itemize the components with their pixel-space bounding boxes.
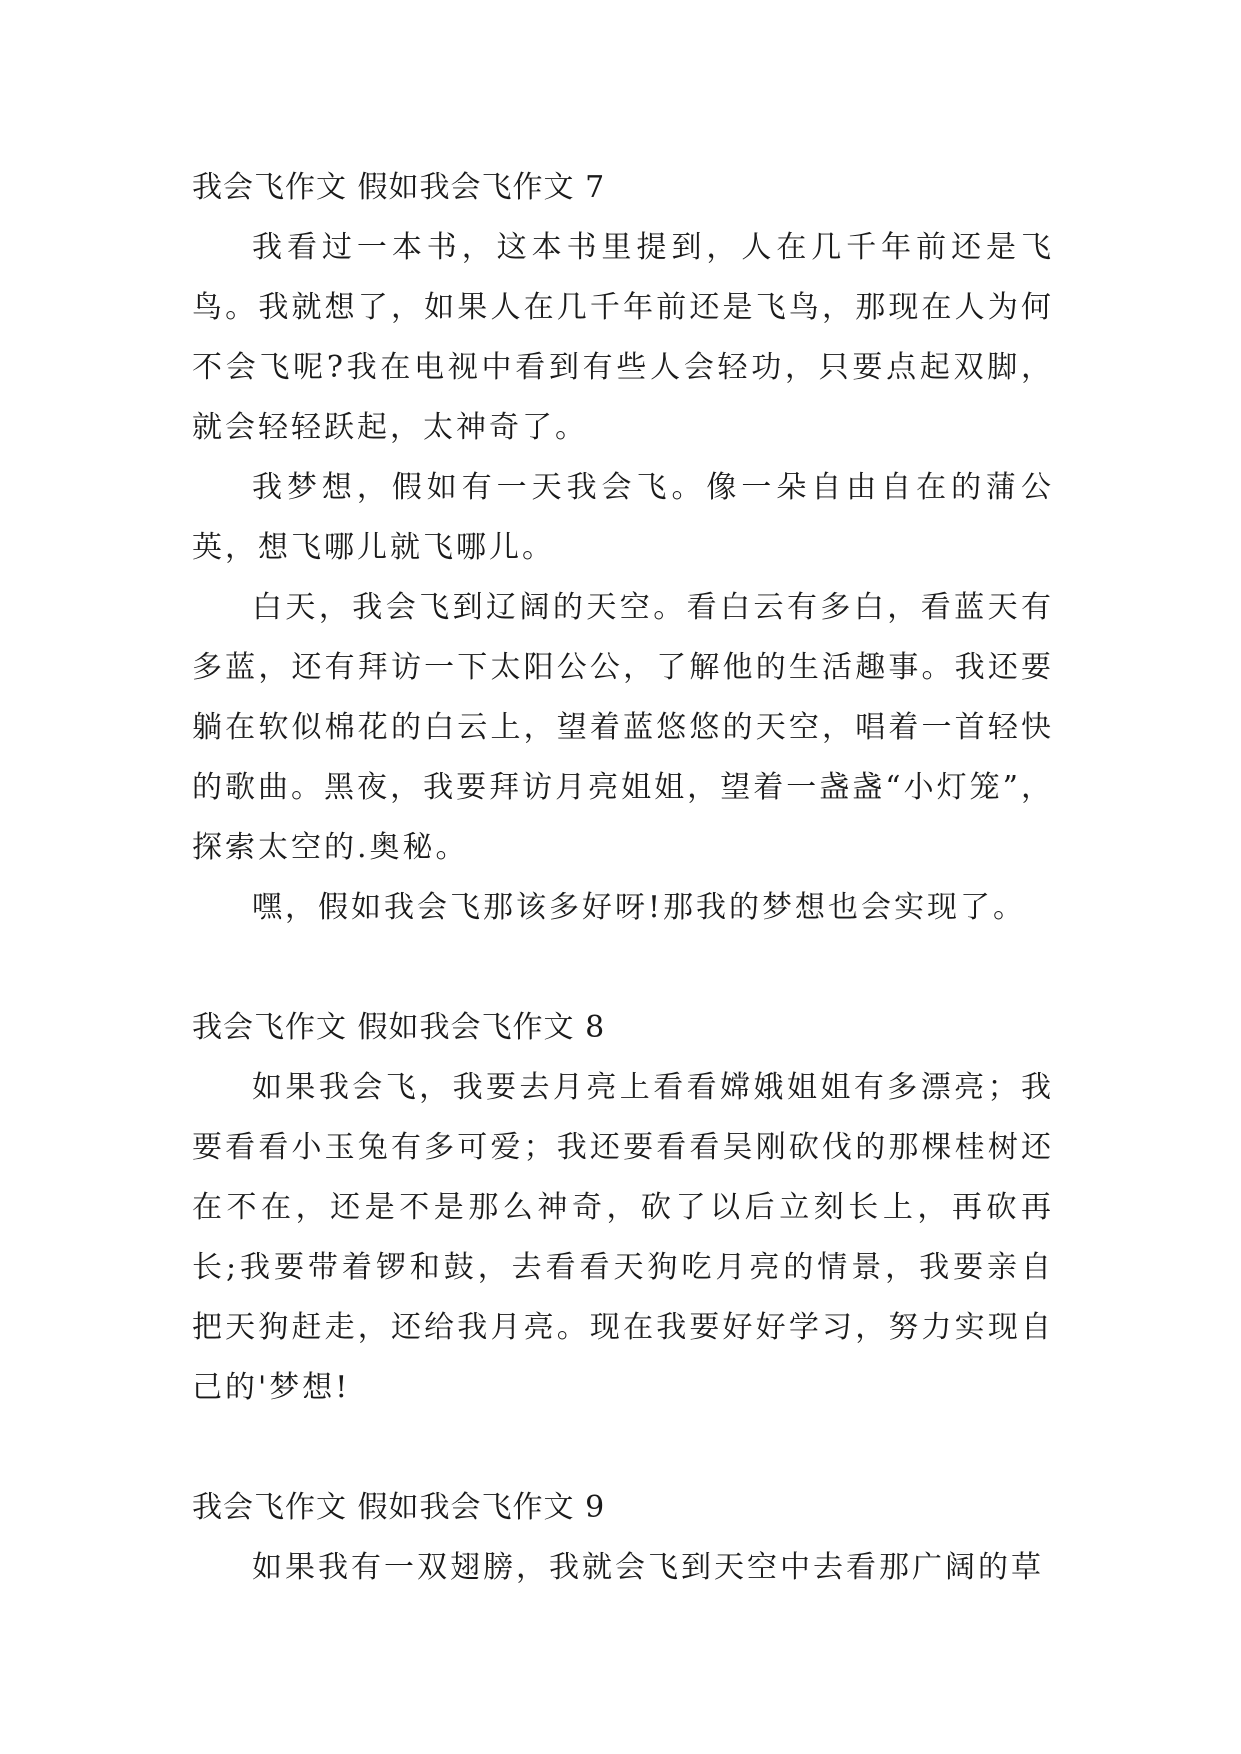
essay-section-7 (192, 158, 1054, 938)
section-title: 我会飞作文 假如我会飞作文 9 (192, 1490, 606, 1525)
essay-section-8 (192, 998, 1054, 1418)
section-spacer (192, 938, 1054, 998)
section-title: 我会飞作文 假如我会飞作文 7 (192, 170, 606, 205)
paragraph: 我梦想，假如有一天我会飞。像一朵自由自在的蒲公英，想飞哪儿就飞哪儿。 (192, 470, 1054, 565)
paragraph: 我看过一本书，这本书里提到，人在几千年前还是飞鸟。我就想了，如果人在几千年前还是飞鸟，那现在人为何不会飞呢?我在电视中看到有些人会轻功，只要点起双脚，就会轻轻跃起，太神奇了。 (192, 230, 1054, 445)
section-title: 我会飞作文 假如我会飞作文 8 (192, 1010, 606, 1045)
paragraph: 如果我有一双翅膀，我就会飞到天空中去看那广阔的草 (252, 1550, 1044, 1585)
section-spacer (192, 1418, 1054, 1478)
document-content (192, 158, 1054, 1598)
paragraph: 嘿，假如我会飞那该多好呀!那我的梦想也会实现了。 (252, 890, 1027, 925)
paragraph: 如果我会飞，我要去月亮上看看嫦娥姐姐有多漂亮；我要看看小玉兔有多可爱；我还要看看吴刚砍伐的那棵桂树还在不在，还是不是那么神奇，砍了以后立刻长上，再砍再长;我要带着锣和鼓，去看看天狗吃月亮的情景，我要亲自把天狗赶走，还给我月亮。现在我要好好学习，努力实现自己的'梦想! (192, 1070, 1054, 1405)
essay-section-9 (192, 1478, 1054, 1598)
paragraph: 白天，我会飞到辽阔的天空。看白云有多白，看蓝天有多蓝，还有拜访一下太阳公公，了解他的生活趣事。我还要躺在软似棉花的白云上，望着蓝悠悠的天空，唱着一首轻快的歌曲。黑夜，我要拜访月亮姐姐，望着一盏盏“小灯笼”，探索太空的.奥秘。 (192, 590, 1054, 865)
